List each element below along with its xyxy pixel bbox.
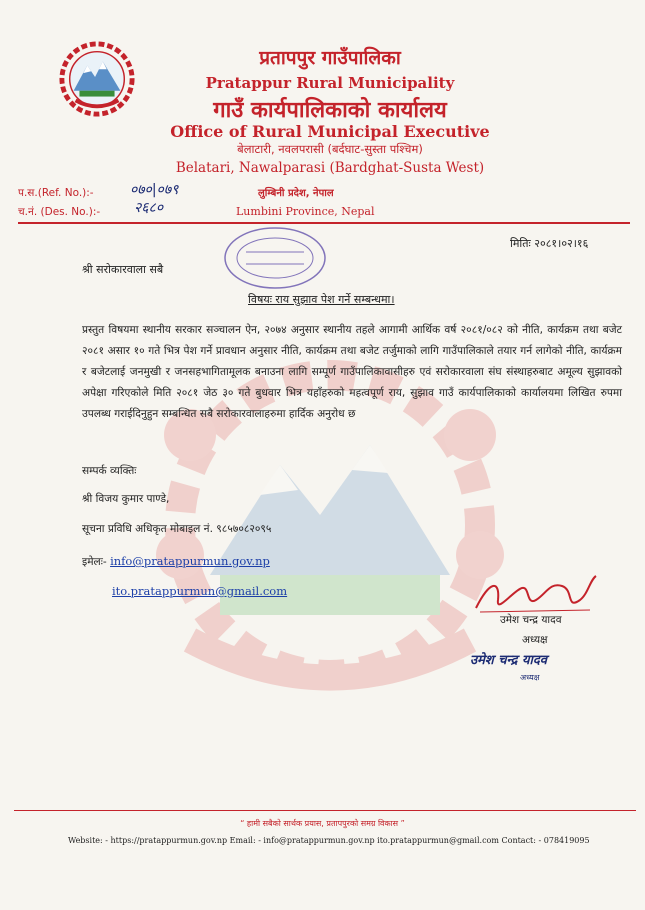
address-np: बेलाटारी, नवलपरासी (बर्दघाट-सुस्ता पश्चिम) [237,142,423,156]
signatory-stamp-title: अध्यक्ष [520,673,540,682]
des-no-value: २६८० [134,200,164,216]
footer-contact: Website: - https://pratappurmun.gov.np Email: - info@pratappurmun.gov.np ito.pratappurmun@gmail.com Contact: - 078419095 [68,836,590,845]
signatory-stamp-name: उमेश चन्द्र यादव [470,653,548,668]
email-label: इमेलः- [82,556,107,568]
ref-no-label: प.स.(Ref. No.):- [18,187,94,199]
email-row [82,554,270,569]
contact-role: सूचना प्रविधि अधिकृत मोबाइल नं. ९८५७०८२०९५ [82,523,272,535]
signatory-title: अध्यक्ष [522,634,548,646]
recipient: श्री सरोकारवाला सबै [82,263,164,276]
letter-body: प्रस्तुत विषयमा स्थानीय सरकार सञ्चालन ऐन, २०७४ अनुसार स्थानीय तहले आगामी आर्थिक वर्ष २०८१/०८२ को नीति, कार्यक्रम तथा बजेट २०८१ असार १० गते भित्र पेश गर्ने प्रावधान अनुसार नीति, कार्यक्रम तथा बजेट तर्जुमाको लागि गाउँपालिकाले तयार गर्न लागेको नीति, कार्यक्रम र बजेटलाई जनमुखी र जनसहभागितामूलक बनाउना लागि सम्पूर्ण गाउँपालिकावासीहरु एवं सरोकारवाला संघ संस्थाहरुबाट अमूल्य सुझावको अपेक्षा गरिएकोले मिति २०८१ जेठ ३० गते बुधवार भित्र यहाँहरुको महत्वपूर्ण राय, सुझाव गाउँ कार्यपालिकाको कार्यालयमा लिखित रुपमा उपलब्ध गराईदिनुहुन सम्बन्धित सबै सरोकारवालाहरुमा हार्दिक अनुरोध छ [82,324,622,420]
province-np: लुम्बिनी प्रदेश, नेपाल [258,188,334,199]
municipality-name-np: प्रतापपुर गाउँपालिका [259,47,401,69]
email-row-2 [112,584,287,598]
des-no-label: च.नं. (Des. No.):- [18,206,101,218]
office-name-np: गाउँ कार्यपालिकाको कार्यालय [213,98,447,123]
contact-name: श्री विजय कुमार पाण्डे, [82,493,170,505]
office-stamp-icon [216,222,334,292]
province-en: Lumbini Province, Nepal [236,205,375,218]
signatory-name: उमेश चन्द्र यादव [500,614,562,626]
footer-divider [14,810,636,811]
email-link-ito[interactable]: ito.pratappurmun@gmail.com [112,584,288,598]
contact-heading: सम्पर्क व्यक्तिः [82,465,137,477]
address-en: Belatari, Nawalparasi (Bardghat-Susta West) [175,160,485,176]
municipality-name-en: Pratappur Rural Municipality [205,74,455,92]
footer-motto: “ हामी सबैको सार्थक प्रयास, प्रतापपुरको समग्र विकास ” [240,819,405,828]
subject-line: विषयः राय सुझाव पेश गर्ने सम्बन्धमा। [248,293,395,306]
letter-date: मितिः २०८१।०२।१६ [510,237,589,250]
email-link-info[interactable]: info@pratappurmun.gov.np [110,554,270,568]
nepal-emblem-icon [58,40,136,118]
office-name-en: Office of Rural Municipal Executive [170,122,490,141]
ref-no-value: ०७०|०७९ [130,182,179,198]
